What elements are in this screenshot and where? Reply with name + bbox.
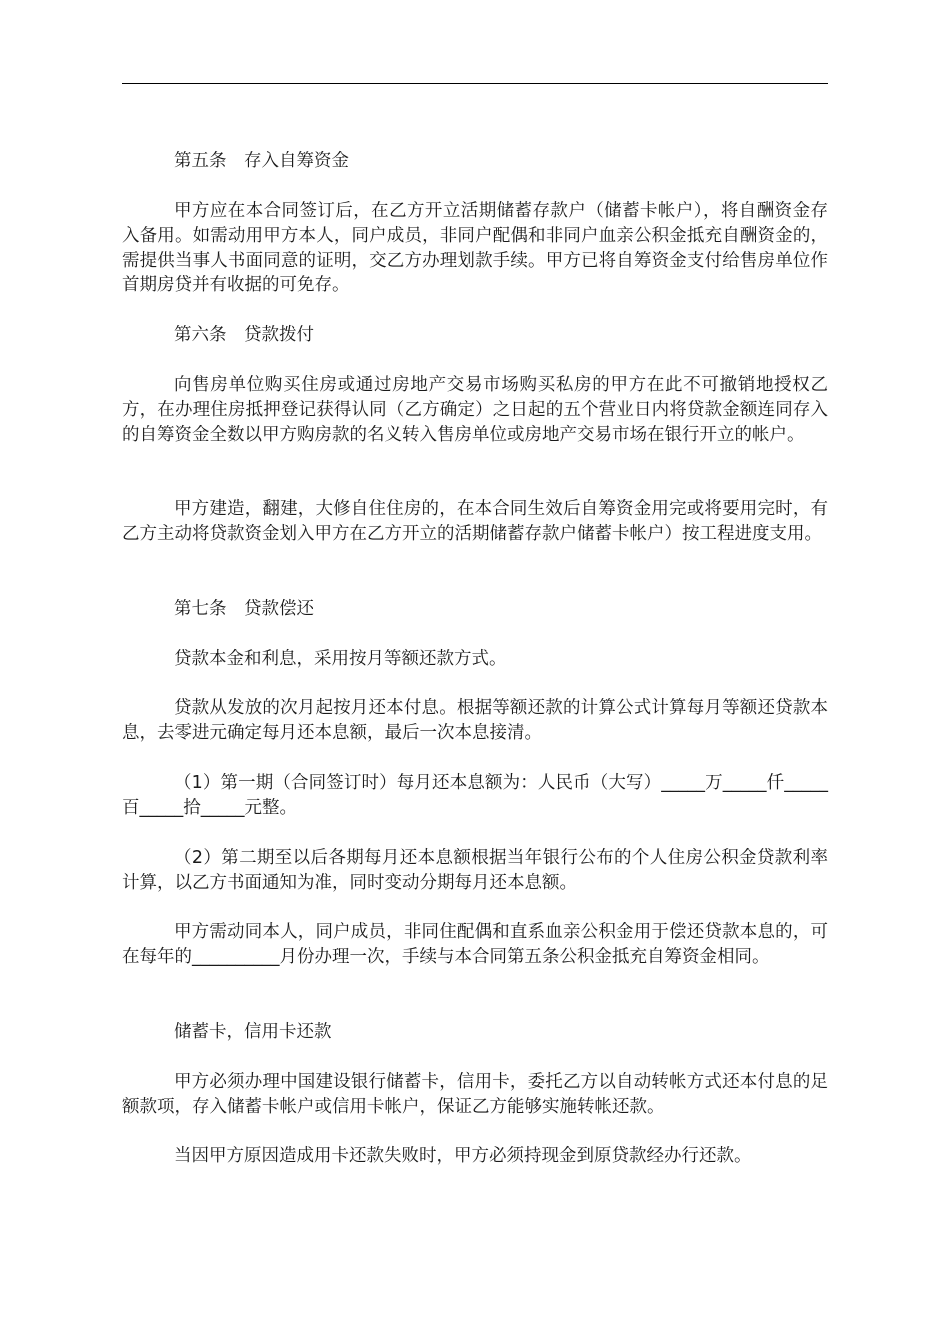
article-5-heading: 第五条 存入自筹资金 xyxy=(174,151,349,171)
article-7-paragraph-3: 甲方需动同本人，同户成员，非同住配偶和直系血亲公积金用于偿还贷款本息的，可在每年的__________月份办理一次，手续与本合同第五条公积金抵充自筹资金相同。 xyxy=(122,922,828,967)
article-7-paragraph-2: 贷款从发放的次月起按月还本付息。根据等额还款的计算公式计算每月等额还贷款本息，去零进元确定每月还本息额，最后一次本息接清。 xyxy=(122,698,828,743)
card-repayment-heading: 储蓄卡，信用卡还款 xyxy=(174,1022,332,1042)
article-7-heading: 第七条 贷款偿还 xyxy=(174,599,314,619)
card-repayment-paragraph-1: 甲方必须办理中国建设银行储蓄卡，信用卡，委托乙方以自动转帐方式还本付息的足额款项，存入储蓄卡帐户或信用卡帐户，保证乙方能够实施转帐还款。 xyxy=(122,1072,828,1117)
article-7-paragraph-1: 贷款本金和利息，采用按月等额还款方式。 xyxy=(174,649,507,669)
article-7-item-1: （1）第一期（合同签订时）每月还本息额为：人民币（大写）_____万_____仟_____百_____拾_____元整。 xyxy=(122,773,828,818)
article-6-paragraph-2: 甲方建造，翻建，大修自住住房的，在本合同生效后自筹资金用完或将要用完时，有乙方主动将贷款资金划入甲方在乙方开立的活期储蓄存款户储蓄卡帐户）按工程进度支用。 xyxy=(122,499,828,544)
article-6-paragraph-1: 向售房单位购买住房或通过房地产交易市场购买私房的甲方在此不可撤销地授权乙方，在办理住房抵押登记获得认同（乙方确定）之日起的五个营业日内将贷款金额连同存入的自筹资金全数以甲方购房款的名义转入售房单位或房地产交易市场在银行开立的帐户。 xyxy=(122,375,828,445)
article-5-paragraph: 甲方应在本合同签订后，在乙方开立活期储蓄存款户（储蓄卡帐户），将自酬资金存入备用。如需动用甲方本人，同户成员，非同户配偶和非同户血亲公积金抵充自酬资金的，需提供当事人书面同意的证明，交乙方办理划款手续。甲方已将自筹资金支付给售房单位作首期房贷并有收据的可免存。 xyxy=(122,201,828,296)
card-repayment-paragraph-2: 当因甲方原因造成用卡还款失败时，甲方必须持现金到原贷款经办行还款。 xyxy=(174,1146,752,1166)
header-rule xyxy=(122,83,828,84)
article-6-heading: 第六条 贷款拨付 xyxy=(174,325,314,345)
article-7-item-2: （2）第二期至以后各期每月还本息额根据当年银行公布的个人住房公积金贷款利率计算，以乙方书面通知为准，同时变动分期每月还本息额。 xyxy=(122,848,828,893)
